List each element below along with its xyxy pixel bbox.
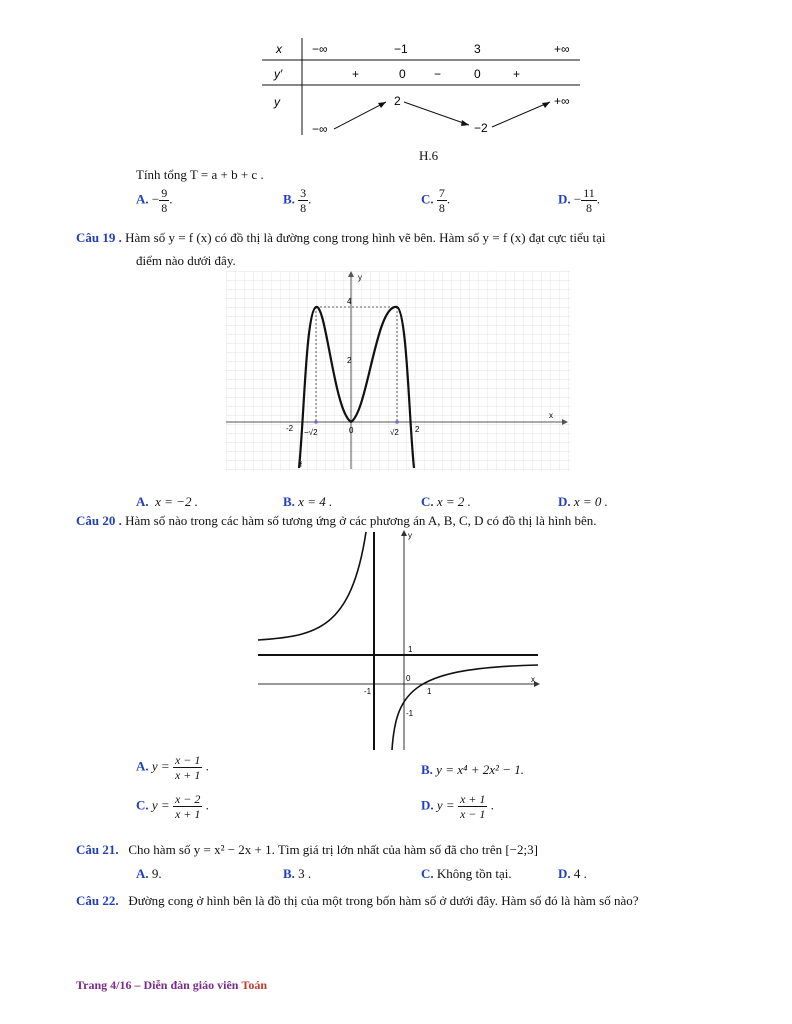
x-value: −∞	[312, 42, 328, 56]
x-tick: −√2	[304, 428, 318, 437]
sign: +	[352, 67, 360, 81]
sign: 0	[474, 67, 481, 81]
x-tick: √2	[390, 428, 399, 437]
q21-option-d[interactable]: D. 4 .	[558, 866, 587, 881]
tick-label: 1	[427, 687, 432, 696]
x-value: +∞	[554, 42, 570, 56]
q21-option-c[interactable]: C. Không tồn tại.	[421, 866, 512, 881]
footer-subject: Toán	[241, 978, 268, 992]
q18-option-c[interactable]: C. $\frac{7}{8}$ .	[421, 186, 451, 215]
y-axis-label: y	[408, 531, 412, 540]
q19-option-a[interactable]: A. x = −2 .	[136, 494, 198, 509]
q21-label: Câu 21.	[76, 842, 119, 857]
y-value: +∞	[554, 94, 570, 108]
curve-label: f	[300, 462, 302, 469]
row-x-label: x	[276, 42, 282, 56]
tick-label: 0	[406, 674, 411, 683]
q21-option-a[interactable]: A. 9.	[136, 866, 162, 881]
page-footer	[76, 978, 267, 993]
x-tick: 2	[415, 425, 420, 434]
row-yprime-label: y′	[274, 67, 283, 81]
variation-table	[262, 38, 592, 138]
y-value: −∞	[312, 122, 328, 136]
q19-graph	[226, 271, 570, 471]
q18-option-a[interactable]: A. − $\frac{9}{8}$ .	[136, 186, 173, 215]
increase-arrow	[492, 102, 550, 127]
q19-option-d[interactable]: D. x = 0 .	[558, 494, 608, 509]
y-axis-label: y	[358, 273, 362, 282]
q20-option-a[interactable]: A. y = $\frac{x - 1}{x + 1}$ .	[136, 753, 209, 782]
q20-graph	[256, 528, 546, 752]
x-axis-label: x	[531, 675, 535, 684]
y-value: −2	[474, 121, 488, 135]
q18-option-b[interactable]: B. $\frac{3}{8}$ .	[283, 186, 312, 215]
right-branch	[392, 665, 538, 750]
sign: −	[434, 67, 442, 81]
increase-arrow	[334, 102, 386, 129]
decrease-arrow	[404, 102, 469, 125]
q19-label: Câu 19 .	[76, 230, 122, 245]
q21-option-b[interactable]: B. 3 .	[283, 866, 312, 881]
x-tick: -2	[286, 424, 294, 433]
x-tick: 0	[349, 426, 354, 435]
q19-line2: điểm nào dưới đây.	[136, 253, 236, 268]
row-y-label: y	[274, 95, 280, 109]
figure-caption: H.6	[419, 148, 439, 163]
tick-label: -1	[364, 687, 372, 696]
x-value: −1	[394, 42, 408, 56]
q21-line: Câu 21. Cho hàm số y = x² − 2x + 1. Tìm giá trị lớn nhất của hàm số đã cho trên [−2;3]	[76, 842, 538, 857]
q20-option-c[interactable]: C. y = $\frac{x - 2}{x + 1}$ .	[136, 792, 209, 821]
q19-option-b[interactable]: B. x = 4 .	[283, 494, 333, 509]
q22-label: Câu 22.	[76, 893, 119, 908]
footer-page: Trang 4/16 – Diễn đàn giáo viên	[76, 978, 239, 992]
q20-option-d[interactable]: D. y = $\frac{x + 1}{x - 1}$ .	[421, 792, 494, 821]
q20-option-b[interactable]: B. y = x⁴ + 2x² − 1.	[421, 762, 524, 777]
q22-line: Câu 22. Đường cong ở hình bên là đồ thị của một trong bốn hàm số ở dưới đây. Hàm số đó là hàm số nào?	[76, 893, 639, 908]
q20-label: Câu 20 .	[76, 513, 122, 528]
y-value: 2	[394, 94, 401, 108]
q18-prompt: Tính tổng T = a + b + c .	[136, 167, 264, 182]
sign: 0	[399, 67, 406, 81]
y-tick: 4	[347, 297, 352, 306]
sign: +	[513, 67, 521, 81]
q19-option-c[interactable]: C. x = 2 .	[421, 494, 471, 509]
left-branch	[258, 532, 366, 640]
y-tick: 2	[347, 356, 352, 365]
x-value: 3	[474, 42, 481, 56]
tick-label: -1	[406, 709, 414, 718]
tick-label: 1	[408, 645, 413, 654]
q20-line: Câu 20 . Hàm số nào trong các hàm số tương ứng ở các phương án A, B, C, D có đồ thị là hình bên.	[76, 513, 597, 528]
x-axis-label: x	[549, 411, 553, 420]
q18-option-d[interactable]: D. − $\frac{11}{8}$ .	[558, 186, 601, 215]
q19-line1: Câu 19 . Hàm số y = f (x) có đồ thị là đường cong trong hình vẽ bên. Hàm số y = f (x) đạt cực tiểu tại	[76, 230, 606, 245]
